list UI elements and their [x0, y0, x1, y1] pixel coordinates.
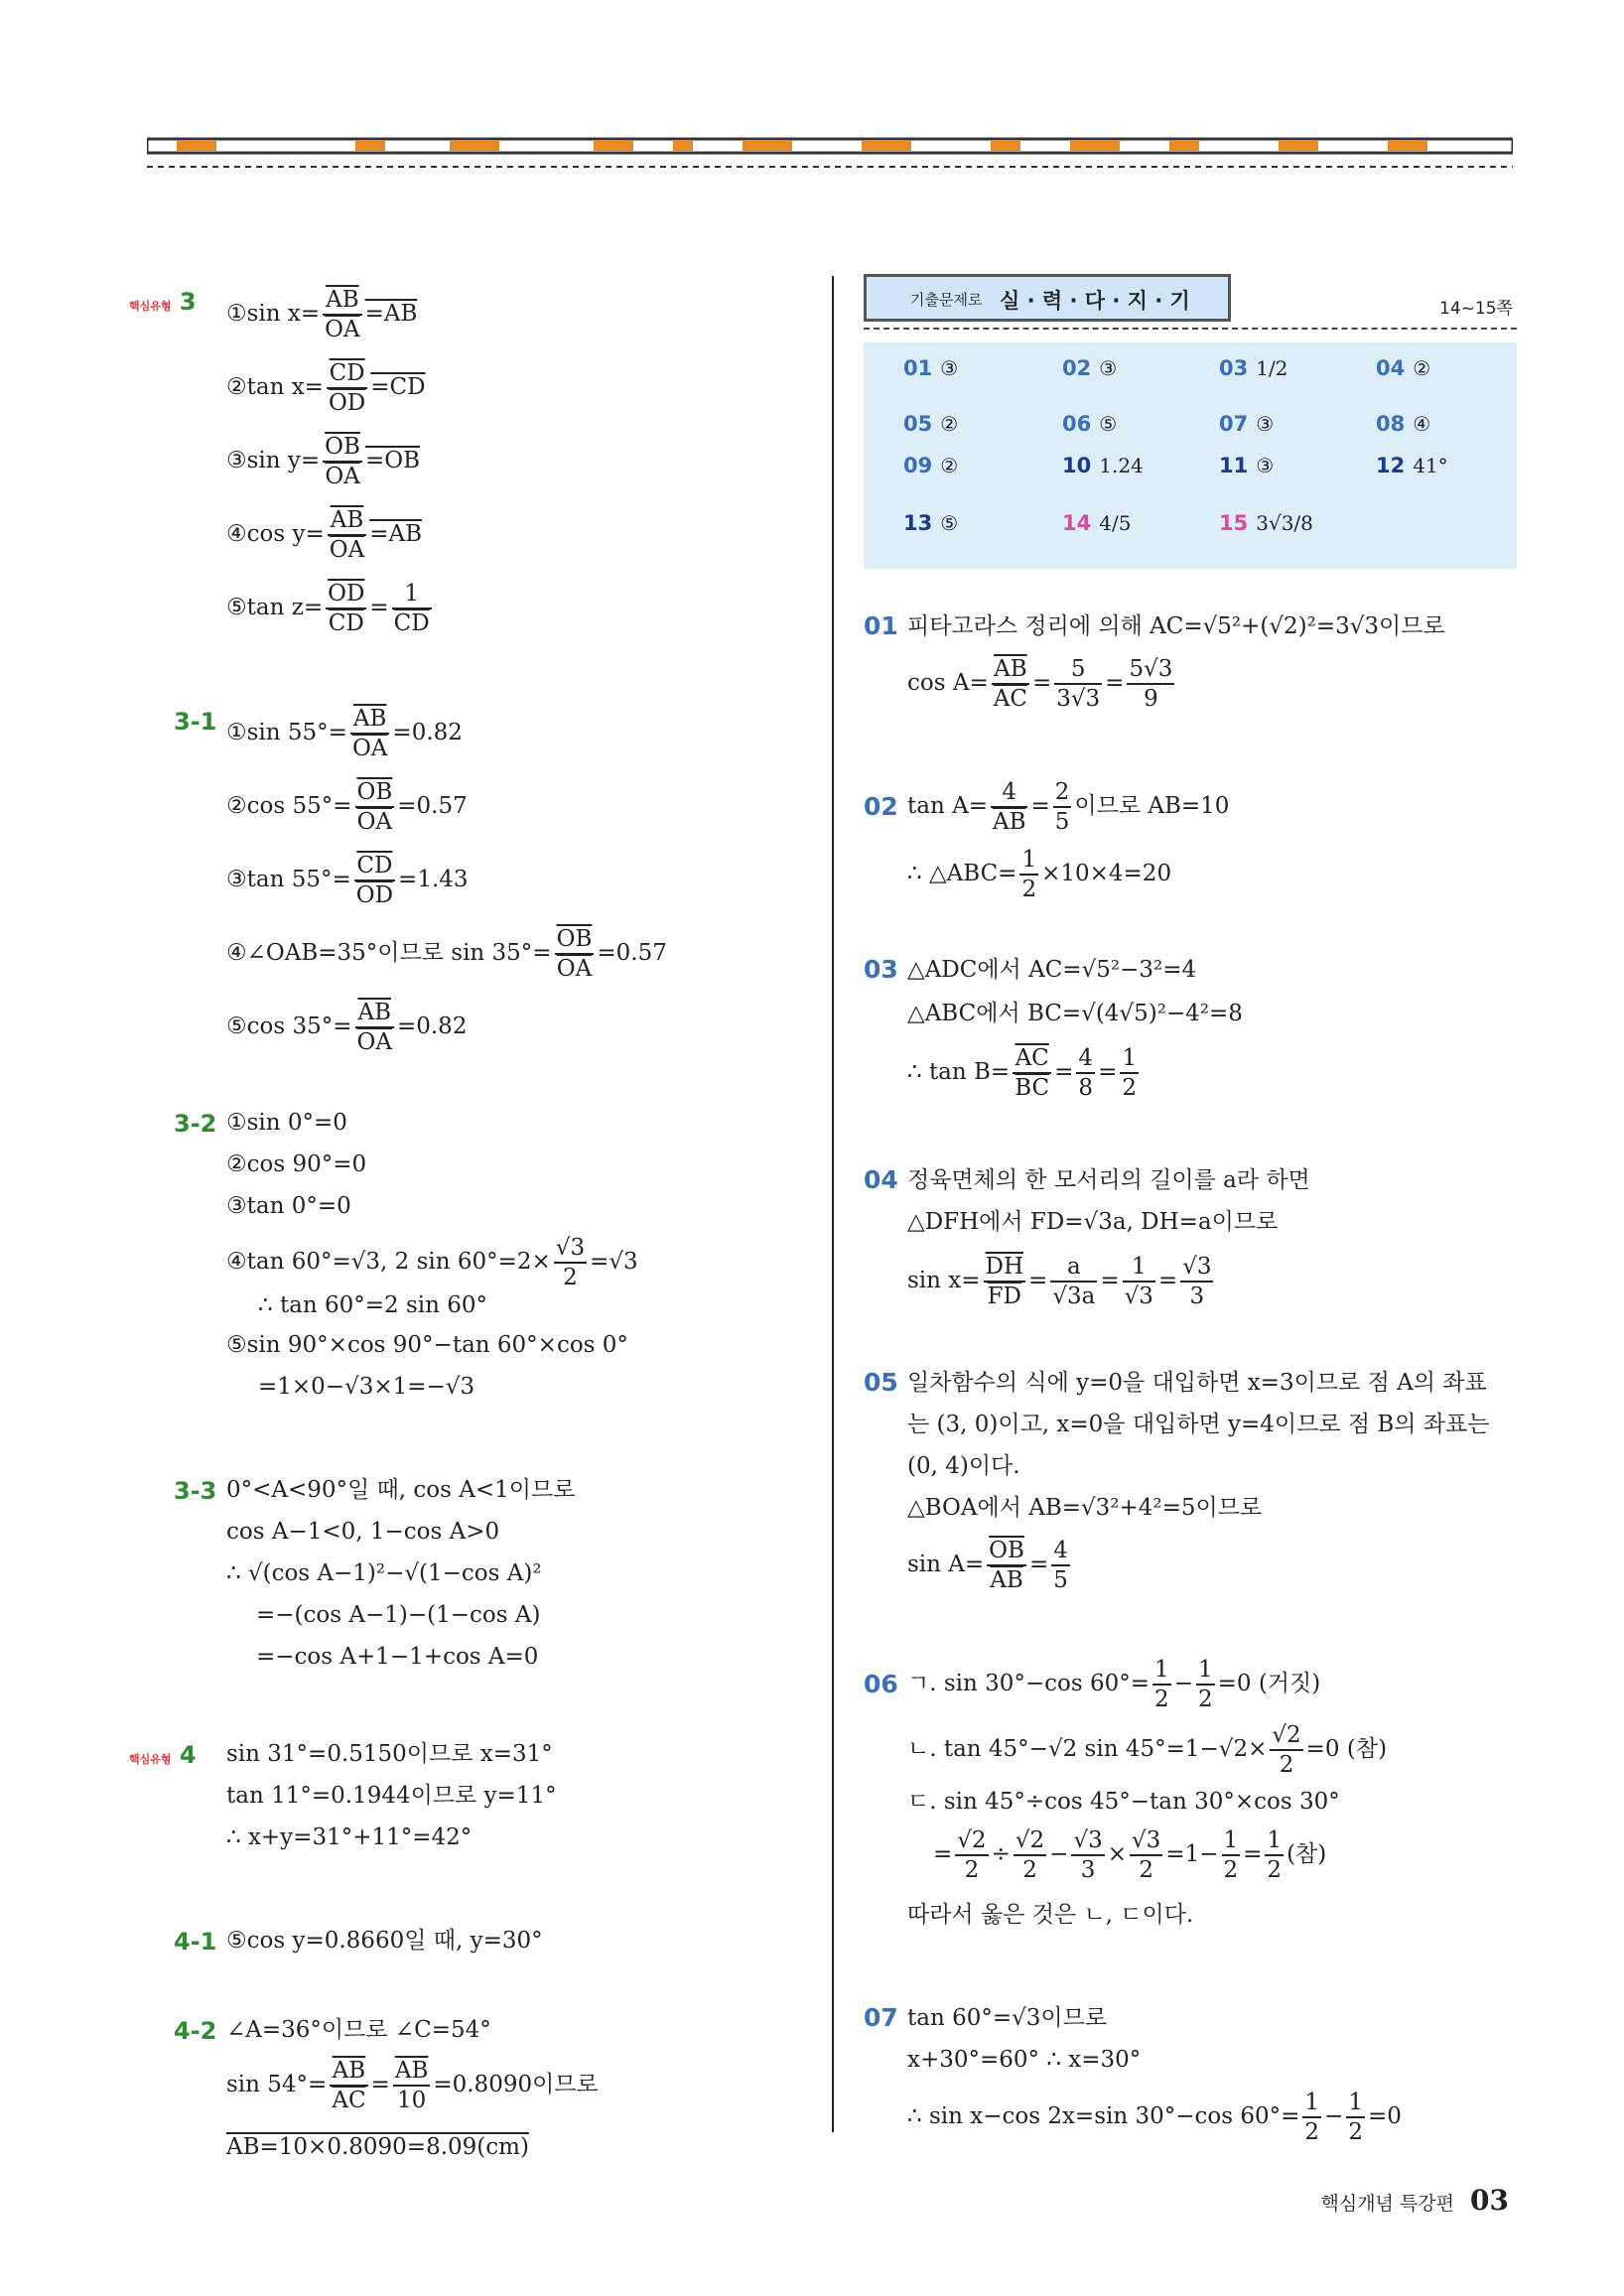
answer-item: 06 ⑤: [1062, 412, 1118, 436]
line: △DFH에서 FD=√3a, DH=a이므로: [907, 1209, 1279, 1235]
answer-item: 02 ③: [1062, 356, 1118, 380]
solution-tag: 3-2: [174, 1110, 217, 1138]
answer-item: 01 ③: [903, 356, 959, 380]
line: ②tan x= $\frac{\overline{CD}}{OD}$ =CD: [226, 360, 426, 416]
line: tan A= $\frac{4}{AB}$ = $\frac{2}{5}$ 이므로 AB=10: [907, 779, 1230, 835]
line: =−cos A+1−1+cos A=0: [256, 1644, 539, 1670]
answer-item: 15 3√3/8: [1219, 511, 1313, 535]
line: tan 60°=√3이므로: [907, 2005, 1108, 2031]
line: = $\frac{√2}{2}$ ÷ $\frac{√2}{2}$ − $\frac{√3}{3}$ × $\frac{√3}{2}$ =1− $\frac{1}{2}$ = $\frac{1}{2}$ (참): [933, 1827, 1327, 1883]
answer-item: 03 1/2: [1219, 356, 1288, 380]
line: ⑤tan z= $\frac{\overline{OD}}{CD}$ = $\frac{1}{CD}$: [226, 581, 430, 636]
answer-item: 14 4/5: [1062, 511, 1132, 535]
line: 0°<A<90°일 때, cos A<1이므로: [226, 1477, 576, 1503]
solution-number: 02: [864, 792, 898, 821]
answers-page-range: 14~15쪽: [1439, 299, 1513, 319]
answer-item: 13 ⑤: [903, 511, 959, 535]
line: cos A−1<0, 1−cos A>0: [226, 1519, 500, 1545]
line: ③sin y= $\frac{\overline{OB}}{OA}$ =OB: [226, 434, 420, 489]
line: 피타고라스 정리에 의해 AC=√5²+(√2)²=3√3이므로: [907, 613, 1445, 639]
line: ④∠OAB=35°이므로 sin 35°= $\frac{\overline{OB}}{OA}$ =0.57: [226, 926, 667, 982]
solution-number: 04: [864, 1165, 898, 1194]
line: 따라서 옳은 것은 ㄴ, ㄷ이다.: [907, 1902, 1194, 1928]
line: ㄱ. sin 30°−cos 60°= $\frac{1}{2}$ − $\frac{1}{2}$ =0 (거짓): [907, 1657, 1321, 1712]
dashed-divider: [864, 328, 1517, 330]
line: AB=10×0.8090=8.09(cm): [226, 2134, 529, 2160]
answer-item: 09 ②: [903, 454, 959, 477]
column-divider: [832, 276, 834, 2132]
solution-number: 03: [864, 955, 898, 984]
solution-tag: 4-2: [174, 2017, 217, 2045]
line: 정육면체의 한 모서리의 길이를 a라 하면: [907, 1167, 1310, 1193]
line: △BOA에서 AB=√3²+4²=5이므로: [907, 1495, 1263, 1521]
line: ㄴ. tan 45°−√2 sin 45°=1−√2× $\frac{√2}{2}$ =0 (참): [907, 1722, 1388, 1778]
line: tan 11°=0.1944이므로 y=11°: [226, 1783, 557, 1809]
line: ①sin 55°= $\frac{\overline{AB}}{OA}$ =0.82: [226, 706, 463, 761]
solution-number: 06: [864, 1670, 898, 1698]
line: ④tan 60°=√3, 2 sin 60°=2× $\frac{√3}{2}$ =√3: [226, 1235, 638, 1290]
line: ③tan 55°= $\frac{\overline{CD}}{OD}$ =1.43: [226, 853, 469, 908]
solution-tag: 핵심유형 3: [129, 288, 197, 316]
line: ∴ △ABC= $\frac{1}{2}$ ×10×4=20: [907, 847, 1172, 902]
line: sin 54°= $\frac{\overline{AB}}{AC}$ = $\frac{\overline{AB}}{10}$ =0.8090이므로: [226, 2058, 599, 2113]
line: =−(cos A−1)−(1−cos A): [256, 1602, 541, 1628]
solution-number: 01: [864, 611, 898, 640]
solution-number: 07: [864, 2003, 898, 2032]
header-small: 기출문제로: [910, 291, 983, 309]
line: ∴ x+y=31°+11°=42°: [226, 1824, 473, 1850]
answer-item: 05 ②: [903, 412, 959, 436]
header-big: 실 · 력 · 다 · 지 · 기: [1000, 289, 1190, 313]
page-number: 03: [1470, 2184, 1509, 2217]
footer: [1321, 2184, 1510, 2217]
answers-header: [864, 274, 1231, 322]
line: =1×0−√3×1=−√3: [258, 1374, 475, 1400]
solution-number: 05: [864, 1368, 898, 1397]
line: ∠A=36°이므로 ∠C=54°: [226, 2017, 491, 2043]
answer-item: 10 1.24: [1062, 454, 1144, 477]
line: sin 31°=0.5150이므로 x=31°: [226, 1741, 553, 1767]
answer-item: 12 41°: [1376, 454, 1448, 477]
line: ∴ tan B= $\frac{\overline{AC}}{BC}$ = $\frac{4}{8}$ = $\frac{1}{2}$: [907, 1045, 1137, 1101]
line: ∴ tan 60°=2 sin 60°: [258, 1292, 488, 1318]
line: ∴ sin x−cos 2x=sin 30°−cos 60°= $\frac{1}{2}$ − $\frac{1}{2}$ =0: [907, 2090, 1402, 2145]
solution-tag: 3-1: [174, 708, 217, 736]
solution-tag: 4-1: [174, 1928, 217, 1956]
line: cos A= $\frac{\overline{AB}}{AC}$ = $\frac{5}{3√3}$ = $\frac{5√3}{9}$: [907, 656, 1173, 712]
line: sin A= $\frac{\overline{OB}}{AB}$ = $\frac{4}{5}$: [907, 1538, 1068, 1593]
answers-grid: [864, 342, 1517, 569]
line: △ADC에서 AC=√5²−3²=4: [907, 957, 1197, 983]
footer-label: 핵심개념 특강편: [1320, 2193, 1455, 2215]
line: 는 (3, 0)이고, x=0을 대입하면 y=4이므로 점 B의 좌표는: [907, 1412, 1490, 1437]
answer-item: 04 ②: [1376, 356, 1431, 380]
answer-item: 07 ③: [1219, 412, 1275, 436]
line: ㄷ. sin 45°÷cos 45°−tan 30°×cos 30°: [907, 1789, 1340, 1815]
line: (0, 4)이다.: [907, 1453, 1020, 1479]
answer-item: 08 ④: [1376, 412, 1431, 436]
line: 일차함수의 식에 y=0을 대입하면 x=3이므로 점 A의 좌표: [907, 1370, 1487, 1396]
line: ⑤cos y=0.8660일 때, y=30°: [226, 1928, 543, 1954]
line: ③tan 0°=0: [226, 1193, 351, 1219]
decorative-banner: [147, 133, 1513, 183]
line: ①sin x= $\frac{\overline{AB}}{OA}$ =AB: [226, 287, 418, 342]
line: △ABC에서 BC=√(4√5)²−4²=8: [907, 1001, 1243, 1026]
line: ⑤sin 90°×cos 90°−tan 60°×cos 0°: [226, 1332, 628, 1358]
line: ④cos y= $\frac{\overline{AB}}{OA}$ =AB: [226, 507, 422, 563]
line: ②cos 55°= $\frac{\overline{OB}}{OA}$ =0.57: [226, 779, 468, 835]
line: sin x= $\frac{\overline{DH}}{FD}$ = $\frac{a}{√3a}$ = $\frac{1}{√3}$ = $\frac{√3}{3}$: [907, 1254, 1212, 1309]
line: x+30°=60° ∴ x=30°: [907, 2047, 1142, 2073]
line: ①sin 0°=0: [226, 1110, 347, 1136]
solution-tag: 3-3: [174, 1477, 217, 1505]
solution-tag: 핵심유형 4: [129, 1741, 197, 1769]
line: ⑤cos 35°= $\frac{\overline{AB}}{OA}$ =0.82: [226, 1000, 468, 1055]
line: ②cos 90°=0: [226, 1151, 367, 1177]
line: ∴ √(cos A−1)²−√(1−cos A)²: [226, 1560, 542, 1586]
answer-item: 11 ③: [1219, 454, 1275, 477]
